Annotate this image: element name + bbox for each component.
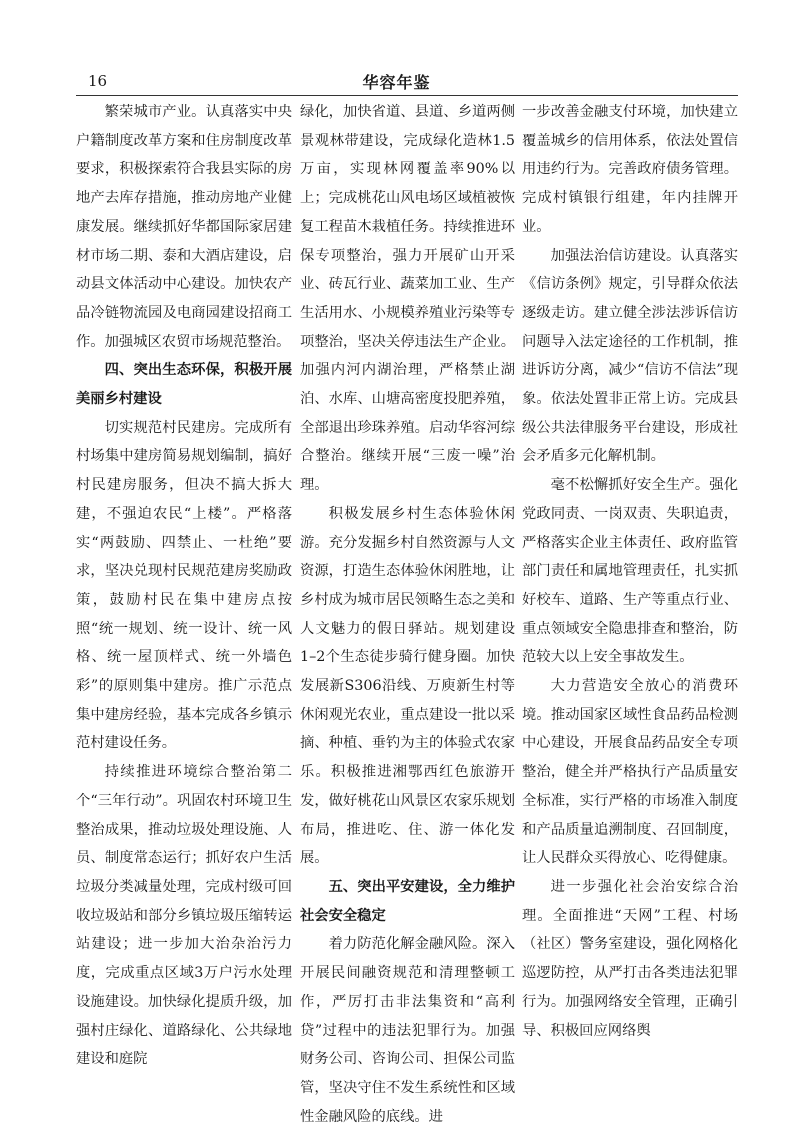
- paragraph: 积极发展乡村生态体验休闲游。充分发掘乡村自然资源与人文资源，打造生态体验休闲胜地，让乡村成为城市居民领略生态之美和人文魅力的假日驿站。规划建设1–2个生态徒步骑行健身圈。加快发展新S306沿线、万庾新生村等休闲观光农业，重点建设一批以采摘、种植、垂钓为主的体验式农家乐。积极推进湘鄂西红色旅游开发，做好桃花山风景区农家乐规划布局，推进吃、住、游一体化发展。: [300, 505, 515, 867]
- paragraph: 进一步强化社会治安综合治理。全面推进“天网”工程、村场（社区）警务室建设，强化网格化巡逻防控，从严打击各类违法犯罪行为。加强网络安全管理，正确引导、积极回应网络舆: [522, 878, 738, 1039]
- paragraph: 大力营造安全放心的消费环境。推动国家区域性食品药品检测中心建设，开展食品药品安全专项整治，健全并严格执行产品质量安全标准，实行严格的市场准入制度和产品质量追溯制度、召回制度，让人民群众买得放心、吃得健康。: [522, 678, 738, 867]
- header-rule: [76, 95, 738, 96]
- paragraph: 着力防范化解金融风险。深入开展民间融资规范和清理整顿工作，严厉打击非法集资和“高利贷”过程中的违法犯罪行为。加强财务公司、咨询公司、担保公司监管，坚决守住不发生系统性和区域性金融风险的底线。进: [300, 936, 515, 1125]
- section-heading-4: 四、突出生态环保，积极开展美丽乡村建设: [76, 362, 292, 408]
- paragraph-continued: 一步改善金融支付环境，加快建立覆盖城乡的信用体系，依法处置信用违约行为。完善政府债务管理。完成村镇银行组建，年内挂牌开业。: [522, 104, 738, 235]
- section-heading-5: 五、突出平安建设，全力维护社会安全稳定: [300, 878, 515, 924]
- column-3: [522, 98, 738, 1045]
- paragraph-continued: 绿化，加快省道、县道、乡道两侧景观林带建设，完成绿化造林1.5万亩，实现林网覆盖率90%以上；完成桃花山风电场区域植被恢复工程苗木栽植任务。持续推进环保专项整治，强力开展矿山开采业、砖瓦行业、蔬菜加工业、生产生活用水、小规模养殖业污染等专项整治，坚决关停违法生产企业。加强内河内湖治理，严格禁止湖泊、水库、山塘高密度投肥养殖，全部退出珍珠养殖。启动华容河综合整治。继续开展“三废一噪”治理。: [300, 104, 515, 494]
- page-number: 16: [88, 72, 108, 90]
- paragraph: 毫不松懈抓好安全生产。强化党政同责、一岗双责、失职追责，严格落实企业主体责任、政府监管部门责任和属地管理责任，扎实抓好校车、道路、生产等重点行业、重点领域安全隐患排查和整治，防范较大以上安全事故发生。: [522, 477, 738, 666]
- paragraph: 加强法治信访建设。认真落实《信访条例》规定，引导群众依法逐级走访。建立健全涉法涉诉信访问题导入法定途径的工作机制，推进诉访分离，减少“信访不信法”现象。依法处置非正常上访。完成县级公共法律服务平台建设，形成社会矛盾多元化解机制。: [522, 247, 738, 465]
- column-1: [76, 98, 292, 1074]
- column-2: [300, 98, 515, 1131]
- paragraph: 切实规范村民建房。完成所有村场集中建房简易规划编制，搞好村民建房服务，但决不搞大拆大建，不强迫农民“上楼”。严格落实“两鼓励、四禁止、一杜绝”要求，坚决兑现村民规范建房奖励政策，鼓励村民在集中建房点按照“统一规划、统一设计、统一风格、统一屋顶样式、统一外墙色彩”的原则集中建房。推广示范点集中建房经验，基本完成各乡镇示范村建设任务。: [76, 419, 292, 752]
- running-title: 华容年鉴: [362, 73, 431, 92]
- paragraph: 繁荣城市产业。认真落实中央户籍制度改革方案和住房制度改革要求，积极探索符合我县实际的房地产去库存措施，推动房地产业健康发展。继续抓好华都国际家居建材市场二期、泰和大酒店建设，启动县文体活动中心建设。加快农产品冷链物流园及电商园建设招商工作。加强城区农贸市场规范整治。: [76, 104, 292, 350]
- paragraph: 持续推进环境综合整治第二个“三年行动”。巩固农村环境卫生整治成果，推动垃圾处理设施、人员、制度常态运行；抓好农户生活垃圾分类减量处理，完成村级可回收垃圾站和部分乡镇垃圾压缩转运站建设；进一步加大治杂治污力度，完成重点区域3万户污水处理设施建设。加快绿化提质升级，加强村庄绿化、道路绿化、公共绿地建设和庭院: [76, 764, 292, 1068]
